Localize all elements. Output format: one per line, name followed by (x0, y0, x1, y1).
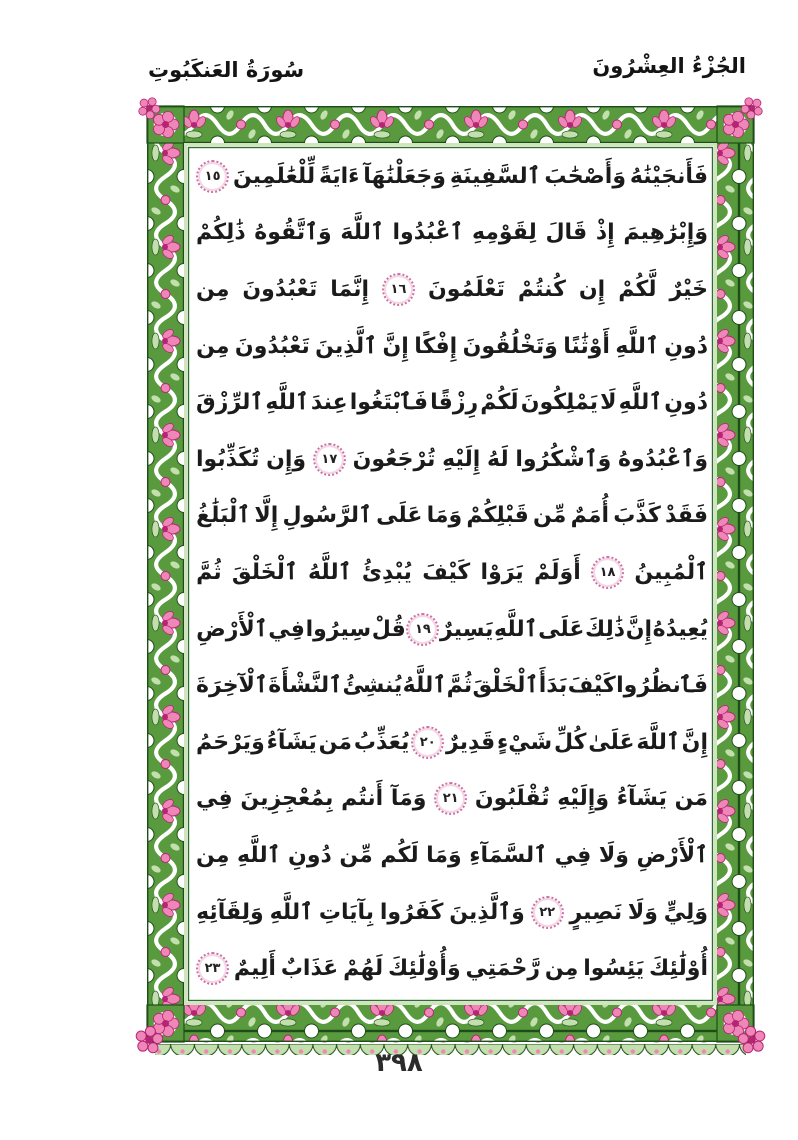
quran-word: ثُمَّ (446, 673, 473, 699)
quran-word: إِنَّ (382, 333, 409, 359)
surah-header: سُورَةُ العَنكَبُوتِ (148, 58, 305, 82)
quran-word: وَٱشْكُرُوا (515, 446, 612, 472)
quran-word: وَأُوْلَٰئِكَ (388, 956, 461, 982)
quran-word: بِآيَاتِ (318, 899, 375, 925)
quran-word: وَأَصْحَٰبَ (544, 163, 627, 189)
quran-word: فِي (196, 786, 233, 812)
quran-word: لِقَوْمِهِ (471, 220, 537, 246)
quran-line (196, 714, 708, 771)
quran-line (196, 318, 708, 375)
quran-word: مِّن (339, 842, 373, 868)
quran-word: كَيْفَ (422, 559, 471, 585)
quran-word: ذَٰلِكَ (585, 616, 626, 642)
decorative-frame (147, 106, 754, 1042)
quran-word: يَمْلِكُونَ (520, 390, 599, 416)
quran-word: مَن (318, 729, 353, 755)
ayah-marker: ١٨ (591, 556, 624, 589)
quran-line (196, 488, 708, 545)
quran-word: عِندَ (310, 390, 348, 416)
quran-word: عَلَى (376, 503, 423, 529)
quran-line (196, 431, 708, 488)
quran-word: ٱلَّذِينَ (315, 333, 378, 359)
quran-word: مِن (544, 956, 579, 982)
quran-word: سِيرُوا (305, 616, 372, 642)
quran-line (196, 827, 708, 884)
quran-word: فَأَنجَيْنَٰهُ (629, 163, 708, 189)
quran-word: يُعِيدُهُ (652, 616, 708, 642)
quran-word: أَنتُم (341, 786, 384, 812)
quran-word: ٱللَّهَ (636, 729, 680, 755)
quran-word: ٱللَّهِ (494, 616, 538, 642)
quran-word: دُونِ (664, 333, 708, 359)
quran-word: وَلِيٍّ (663, 899, 708, 925)
quran-word: فِي (554, 842, 592, 868)
quran-lines (196, 148, 708, 997)
quran-word: إِلَيْهِ (442, 446, 481, 472)
quran-word: يُبْدِئُ (361, 559, 412, 585)
quran-line (196, 205, 708, 262)
quran-word: قَبْلِكُمْ (466, 503, 529, 529)
ayah-marker: ١٧ (313, 443, 346, 476)
quran-word: دُونِ (664, 390, 708, 416)
quran-word: تَعْلَمُونَ (427, 276, 505, 302)
quran-word: كُلِّ (553, 729, 587, 755)
quran-word: ٱللَّهِ (269, 899, 314, 925)
quran-word: يَئِسُوا (583, 956, 645, 982)
quran-line (196, 657, 708, 714)
quran-word: وَإِن (266, 446, 307, 472)
quran-word: كَذَّبَ (613, 503, 661, 529)
quran-word: فَٱنظُرُوا (616, 673, 708, 699)
quran-word: وَإِلَيْهِ (557, 786, 610, 812)
quran-word: خَيْرٌ (669, 276, 708, 302)
quran-word: ٱلْأَرْضِ (636, 842, 708, 868)
quran-word: دُونِ (288, 842, 332, 868)
quran-word: بِمُعْجِزِينَ (240, 786, 334, 812)
ayah-marker: ٢٣ (196, 952, 229, 985)
quran-word: تُقْلَبُونَ (474, 786, 550, 812)
quran-word: لَّكُمْ (618, 276, 657, 302)
quran-line (196, 601, 708, 658)
quran-word: ٱلْمُبِينُ (634, 559, 708, 585)
quran-line (196, 374, 708, 431)
quran-line (196, 148, 708, 205)
quran-word: إِن (578, 276, 606, 302)
quran-word: فِي (268, 616, 305, 642)
ayah-marker: ١٥ (196, 160, 229, 193)
quran-word: عَذَابٌ (280, 956, 339, 982)
quran-word: كَفَرُوا (379, 899, 444, 925)
quran-word: رِزْقًا (430, 390, 479, 416)
quran-word: ٱلْأَرْضِ (196, 616, 268, 642)
quran-word: مِن (196, 333, 230, 359)
quran-word: أُمَمٌ (570, 503, 610, 529)
quran-word: وَٱلَّذِينَ (449, 899, 525, 925)
quran-word: وَيَرْحَمُ (196, 729, 265, 755)
quran-word: ٱللَّهِ (618, 390, 663, 416)
quran-word: وَلِقَآئِهِ (196, 899, 264, 925)
quran-word: ٱلْبَلَٰغُ (196, 503, 251, 529)
quran-word: كُنتُمْ (517, 276, 566, 302)
quran-word: مِن (196, 842, 230, 868)
quran-word: ٱلرَّسُولِ (282, 503, 372, 529)
quran-word: قُلْ (371, 616, 406, 642)
quran-word: لَكُم (380, 842, 419, 868)
quran-word: تَعْبُدُونَ (242, 276, 318, 302)
quran-word: إِنَّمَا (330, 276, 370, 302)
quran-word: أَلِيمٌ (233, 956, 276, 982)
quran-word: وَٱعْبُدُوهُ (618, 446, 708, 472)
quran-word: وَمَا (426, 842, 462, 868)
quran-line (196, 771, 708, 828)
quran-word: إِذْ (595, 220, 615, 246)
quran-line (196, 884, 708, 941)
quran-word: لَهُمْ (343, 956, 384, 982)
quran-word: فَقَدْ (665, 503, 708, 529)
quran-word: وَتَخْلُقُونَ (462, 333, 558, 359)
quran-word: قَدِيرٌ (446, 729, 496, 755)
quran-word: يَسِيرٌ (440, 616, 494, 642)
quran-word: بَدَأَ (538, 673, 568, 699)
quran-word: إِنَّ (681, 729, 708, 755)
quran-word: إِفْكًا (414, 333, 458, 359)
quran-word: ٱلرِّزْقَ (196, 390, 264, 416)
quran-word: تَعْبُدُونَ (234, 333, 310, 359)
quran-word: ٱلْخَلْقَ (472, 673, 539, 699)
quran-word: لِّلْعَٰلَمِينَ (232, 163, 316, 189)
quran-word: فَٱبْتَغُوا (349, 390, 429, 416)
quran-word: أَوَلَمْ (534, 559, 581, 585)
quran-word: لَهُ (487, 446, 509, 472)
quran-word: أُوْلَٰئِكَ (649, 956, 708, 982)
quran-word: مِن (196, 276, 230, 302)
juz-header: الجُزْءُ العِشْرُونَ (592, 54, 746, 78)
quran-word: ٱللَّهُ (308, 559, 352, 585)
ayah-marker: ٢١ (434, 782, 467, 815)
quran-word: ٱللَّهِ (237, 842, 281, 868)
quran-line (196, 940, 708, 997)
quran-word: وَإِبْرَٰهِيمَ (623, 220, 708, 246)
quran-word: ٱللَّهِ (615, 333, 659, 359)
ayah-marker: ٢٠ (411, 726, 444, 759)
quran-word: وَلَا (627, 899, 658, 925)
quran-word: أَوْثَٰنًا (563, 333, 610, 359)
quran-word: ٱللَّهُ (402, 673, 447, 699)
quran-word: مِّن (532, 503, 567, 529)
quran-word: ثُمَّ (196, 559, 222, 585)
ayah-marker: ٢٢ (531, 896, 564, 929)
quran-word: يُعَذِّبُ (353, 729, 410, 755)
quran-word: ٱلسَّمَآءِ (469, 842, 548, 868)
quran-word: ءَايَةً (319, 163, 360, 189)
quran-word: عَلَىٰ (588, 729, 635, 755)
quran-word: وَجَعَلْنَٰهَآ (363, 163, 446, 189)
quran-word: وَٱتَّقُوهُ (254, 220, 332, 246)
quran-line (196, 261, 708, 318)
quran-word: يُنشِئُ (342, 673, 403, 699)
quran-word: مَن (674, 786, 708, 812)
quran-word: شَيْءٍ (496, 729, 553, 755)
quran-word: وَلَا (598, 842, 629, 868)
quran-word: نَصِيرٍ (569, 899, 623, 925)
ayah-marker: ١٦ (382, 273, 415, 306)
quran-word: إِنَّ (625, 616, 653, 642)
quran-word: قَالَ (545, 220, 588, 246)
quran-word: يَشَآءُ (616, 786, 667, 812)
quran-word: كَيْفَ (567, 673, 616, 699)
quran-word: لَا (600, 390, 617, 416)
quran-word: عَلَى (538, 616, 585, 642)
quran-word: يَرَوْا (480, 559, 524, 585)
quran-word: ٱلنَّشْأَةَ (268, 673, 343, 699)
quran-word: وَمَا (426, 503, 463, 529)
quran-word: ٱللَّهِ (265, 390, 309, 416)
quran-word: وَمَآ (390, 786, 427, 812)
quran-word: إِلَّا (254, 503, 279, 529)
quran-word: ذَٰلِكُمْ (196, 220, 246, 246)
quran-word: رَّحْمَتِي (465, 956, 541, 982)
quran-word: يَشَآءُ (266, 729, 317, 755)
quran-word: ٱلسَّفِينَةِ (449, 163, 541, 189)
quran-word: ٱعْبُدُوا (392, 220, 464, 246)
page-number: ٣٩٨ (375, 1048, 423, 1078)
quran-word: ٱللَّهَ (340, 220, 384, 246)
quran-word: تُكَذِّبُوا (196, 446, 260, 472)
quran-word: تُرْجَعُونَ (352, 446, 436, 472)
ayah-marker: ١٩ (406, 613, 439, 646)
quran-line (196, 544, 708, 601)
quran-word: لَكُمْ (480, 390, 519, 416)
quran-word: ٱلْخَلْقَ (231, 559, 298, 585)
quran-word: ٱلْآخِرَةَ (196, 673, 268, 699)
